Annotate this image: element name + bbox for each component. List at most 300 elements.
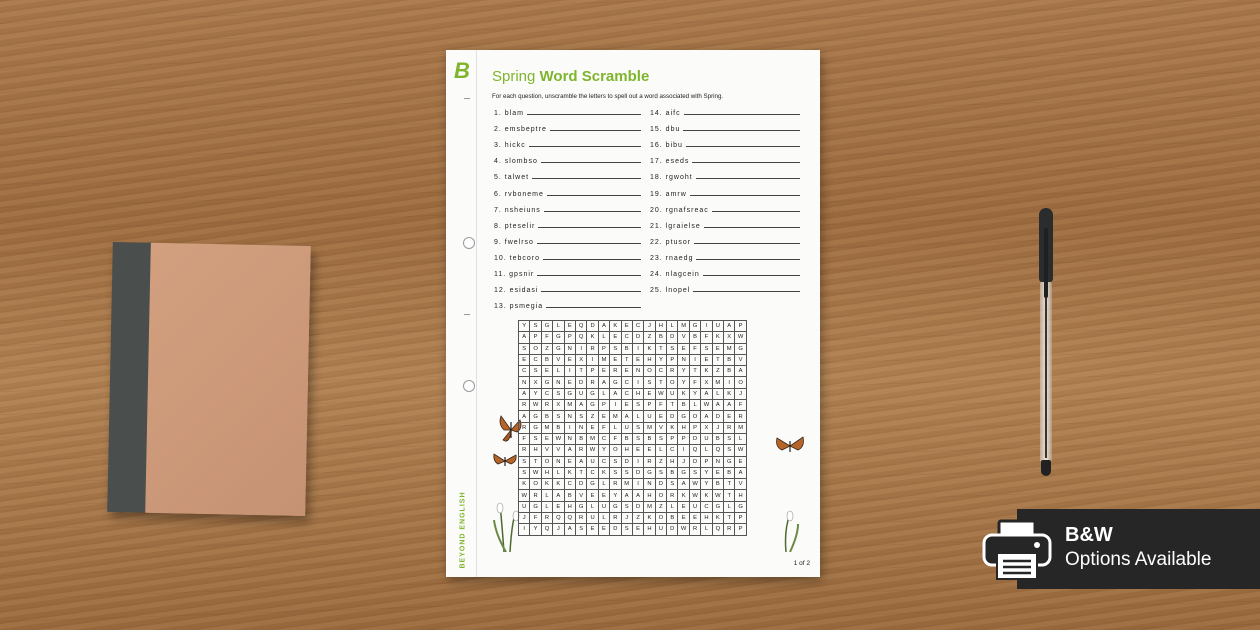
- grid-letter[interactable]: B: [575, 433, 586, 444]
- grid-letter[interactable]: L: [598, 332, 609, 343]
- grid-letter[interactable]: E: [644, 388, 655, 399]
- grid-letter[interactable]: S: [621, 524, 632, 535]
- grid-letter[interactable]: G: [530, 422, 541, 433]
- grid-letter[interactable]: D: [689, 433, 700, 444]
- grid-letter[interactable]: A: [632, 490, 643, 501]
- grid-letter[interactable]: K: [678, 388, 689, 399]
- grid-letter[interactable]: O: [689, 411, 700, 422]
- grid-letter[interactable]: G: [530, 411, 541, 422]
- grid-letter[interactable]: H: [667, 456, 678, 467]
- grid-letter[interactable]: W: [655, 388, 666, 399]
- grid-letter[interactable]: N: [564, 411, 575, 422]
- grid-letter[interactable]: A: [735, 366, 746, 377]
- grid-letter[interactable]: A: [598, 377, 609, 388]
- grid-letter[interactable]: E: [632, 354, 643, 365]
- grid-letter[interactable]: U: [712, 321, 723, 332]
- grid-letter[interactable]: A: [735, 467, 746, 478]
- grid-letter[interactable]: K: [724, 388, 735, 399]
- grid-letter[interactable]: W: [530, 467, 541, 478]
- grid-letter[interactable]: L: [712, 388, 723, 399]
- grid-letter[interactable]: F: [598, 422, 609, 433]
- grid-letter[interactable]: L: [598, 388, 609, 399]
- grid-letter[interactable]: R: [724, 422, 735, 433]
- grid-letter[interactable]: T: [655, 343, 666, 354]
- grid-letter[interactable]: G: [553, 343, 564, 354]
- grid-letter[interactable]: Y: [610, 490, 621, 501]
- grid-letter[interactable]: N: [632, 366, 643, 377]
- grid-letter[interactable]: B: [667, 513, 678, 524]
- grid-letter[interactable]: W: [519, 490, 530, 501]
- grid-letter[interactable]: V: [655, 422, 666, 433]
- grid-letter[interactable]: J: [644, 321, 655, 332]
- grid-letter[interactable]: M: [678, 321, 689, 332]
- grid-letter[interactable]: D: [655, 479, 666, 490]
- grid-letter[interactable]: W: [735, 445, 746, 456]
- grid-letter[interactable]: R: [610, 366, 621, 377]
- grid-letter[interactable]: K: [587, 332, 598, 343]
- grid-letter[interactable]: I: [724, 377, 735, 388]
- grid-letter[interactable]: Y: [701, 479, 712, 490]
- grid-letter[interactable]: T: [724, 513, 735, 524]
- grid-letter[interactable]: Q: [575, 321, 586, 332]
- grid-letter[interactable]: W: [735, 332, 746, 343]
- grid-letter[interactable]: M: [724, 343, 735, 354]
- grid-letter[interactable]: I: [610, 400, 621, 411]
- grid-letter[interactable]: V: [541, 445, 552, 456]
- grid-letter[interactable]: T: [724, 490, 735, 501]
- grid-letter[interactable]: C: [632, 321, 643, 332]
- grid-letter[interactable]: G: [712, 501, 723, 512]
- grid-letter[interactable]: L: [667, 321, 678, 332]
- grid-letter[interactable]: S: [519, 467, 530, 478]
- grid-letter[interactable]: T: [712, 354, 723, 365]
- answer-line[interactable]: [550, 124, 641, 131]
- grid-letter[interactable]: F: [735, 400, 746, 411]
- grid-letter[interactable]: X: [701, 377, 712, 388]
- grid-letter[interactable]: K: [610, 321, 621, 332]
- answer-line[interactable]: [546, 301, 641, 308]
- grid-letter[interactable]: A: [621, 411, 632, 422]
- grid-letter[interactable]: S: [610, 456, 621, 467]
- grid-letter[interactable]: L: [701, 445, 712, 456]
- grid-letter[interactable]: I: [575, 343, 586, 354]
- answer-line[interactable]: [712, 205, 800, 212]
- grid-letter[interactable]: U: [598, 501, 609, 512]
- grid-letter[interactable]: E: [678, 513, 689, 524]
- grid-letter[interactable]: T: [689, 366, 700, 377]
- grid-letter[interactable]: P: [689, 422, 700, 433]
- grid-letter[interactable]: R: [644, 456, 655, 467]
- grid-letter[interactable]: N: [553, 377, 564, 388]
- grid-letter[interactable]: M: [644, 501, 655, 512]
- grid-letter[interactable]: G: [724, 456, 735, 467]
- grid-letter[interactable]: H: [632, 388, 643, 399]
- grid-letter[interactable]: O: [644, 366, 655, 377]
- grid-letter[interactable]: P: [644, 400, 655, 411]
- grid-letter[interactable]: I: [632, 377, 643, 388]
- grid-letter[interactable]: X: [553, 400, 564, 411]
- grid-letter[interactable]: I: [632, 479, 643, 490]
- grid-letter[interactable]: D: [575, 479, 586, 490]
- grid-letter[interactable]: E: [689, 513, 700, 524]
- answer-line[interactable]: [683, 124, 800, 131]
- grid-letter[interactable]: L: [667, 501, 678, 512]
- grid-letter[interactable]: K: [678, 490, 689, 501]
- grid-letter[interactable]: C: [519, 366, 530, 377]
- answer-line[interactable]: [693, 285, 800, 292]
- grid-letter[interactable]: J: [553, 524, 564, 535]
- answer-line[interactable]: [537, 237, 641, 244]
- grid-letter[interactable]: E: [519, 354, 530, 365]
- grid-letter[interactable]: J: [712, 422, 723, 433]
- grid-letter[interactable]: G: [587, 400, 598, 411]
- grid-letter[interactable]: B: [621, 433, 632, 444]
- grid-letter[interactable]: R: [735, 411, 746, 422]
- grid-letter[interactable]: G: [587, 479, 598, 490]
- grid-letter[interactable]: W: [689, 479, 700, 490]
- grid-letter[interactable]: E: [610, 332, 621, 343]
- grid-letter[interactable]: W: [712, 490, 723, 501]
- grid-letter[interactable]: S: [621, 467, 632, 478]
- grid-letter[interactable]: E: [678, 343, 689, 354]
- grid-letter[interactable]: G: [541, 321, 552, 332]
- answer-line[interactable]: [527, 108, 641, 115]
- grid-letter[interactable]: Y: [655, 354, 666, 365]
- grid-letter[interactable]: D: [632, 501, 643, 512]
- grid-letter[interactable]: B: [541, 354, 552, 365]
- grid-letter[interactable]: F: [541, 332, 552, 343]
- answer-line[interactable]: [704, 221, 800, 228]
- grid-letter[interactable]: H: [678, 422, 689, 433]
- grid-letter[interactable]: G: [541, 377, 552, 388]
- grid-letter[interactable]: S: [632, 400, 643, 411]
- grid-letter[interactable]: G: [553, 332, 564, 343]
- grid-letter[interactable]: I: [701, 321, 712, 332]
- grid-letter[interactable]: Y: [701, 467, 712, 478]
- grid-letter[interactable]: X: [575, 354, 586, 365]
- grid-letter[interactable]: D: [632, 332, 643, 343]
- grid-letter[interactable]: W: [530, 400, 541, 411]
- grid-letter[interactable]: Q: [712, 524, 723, 535]
- grid-letter[interactable]: F: [655, 400, 666, 411]
- grid-letter[interactable]: E: [644, 445, 655, 456]
- grid-letter[interactable]: J: [735, 388, 746, 399]
- grid-letter[interactable]: U: [667, 388, 678, 399]
- grid-letter[interactable]: F: [610, 433, 621, 444]
- grid-letter[interactable]: I: [689, 354, 700, 365]
- answer-line[interactable]: [690, 189, 800, 196]
- grid-letter[interactable]: C: [598, 456, 609, 467]
- grid-letter[interactable]: E: [587, 422, 598, 433]
- grid-letter[interactable]: S: [575, 524, 586, 535]
- grid-letter[interactable]: M: [621, 479, 632, 490]
- grid-letter[interactable]: N: [564, 433, 575, 444]
- grid-letter[interactable]: E: [564, 377, 575, 388]
- grid-letter[interactable]: L: [689, 400, 700, 411]
- grid-letter[interactable]: C: [530, 354, 541, 365]
- grid-letter[interactable]: E: [564, 456, 575, 467]
- grid-letter[interactable]: R: [724, 524, 735, 535]
- grid-letter[interactable]: B: [689, 332, 700, 343]
- grid-letter[interactable]: K: [564, 467, 575, 478]
- grid-letter[interactable]: E: [712, 343, 723, 354]
- grid-letter[interactable]: L: [541, 501, 552, 512]
- grid-letter[interactable]: S: [644, 377, 655, 388]
- grid-letter[interactable]: B: [667, 467, 678, 478]
- grid-letter[interactable]: Z: [712, 366, 723, 377]
- grid-letter[interactable]: E: [564, 321, 575, 332]
- grid-letter[interactable]: S: [724, 445, 735, 456]
- grid-letter[interactable]: C: [655, 366, 666, 377]
- grid-letter[interactable]: B: [655, 332, 666, 343]
- grid-letter[interactable]: S: [553, 411, 564, 422]
- grid-letter[interactable]: N: [644, 479, 655, 490]
- answer-line[interactable]: [543, 253, 641, 260]
- grid-letter[interactable]: E: [553, 501, 564, 512]
- grid-letter[interactable]: U: [587, 513, 598, 524]
- grid-letter[interactable]: E: [610, 354, 621, 365]
- grid-letter[interactable]: L: [587, 501, 598, 512]
- grid-letter[interactable]: Z: [655, 456, 666, 467]
- grid-letter[interactable]: A: [701, 388, 712, 399]
- grid-letter[interactable]: V: [678, 332, 689, 343]
- grid-letter[interactable]: C: [667, 445, 678, 456]
- grid-letter[interactable]: A: [598, 321, 609, 332]
- grid-letter[interactable]: R: [519, 445, 530, 456]
- grid-letter[interactable]: A: [519, 332, 530, 343]
- grid-letter[interactable]: S: [519, 456, 530, 467]
- grid-letter[interactable]: P: [735, 513, 746, 524]
- grid-letter[interactable]: O: [655, 490, 666, 501]
- grid-letter[interactable]: W: [587, 445, 598, 456]
- grid-letter[interactable]: M: [610, 411, 621, 422]
- grid-letter[interactable]: C: [701, 501, 712, 512]
- grid-letter[interactable]: G: [530, 501, 541, 512]
- grid-letter[interactable]: U: [644, 411, 655, 422]
- grid-letter[interactable]: L: [724, 501, 735, 512]
- grid-letter[interactable]: L: [598, 513, 609, 524]
- grid-letter[interactable]: M: [598, 354, 609, 365]
- grid-letter[interactable]: D: [621, 456, 632, 467]
- grid-letter[interactable]: M: [644, 422, 655, 433]
- grid-letter[interactable]: H: [644, 524, 655, 535]
- grid-letter[interactable]: K: [712, 332, 723, 343]
- grid-letter[interactable]: Q: [541, 524, 552, 535]
- grid-letter[interactable]: P: [701, 456, 712, 467]
- grid-letter[interactable]: V: [735, 354, 746, 365]
- grid-letter[interactable]: F: [689, 343, 700, 354]
- grid-letter[interactable]: F: [701, 332, 712, 343]
- grid-letter[interactable]: L: [610, 422, 621, 433]
- grid-letter[interactable]: G: [587, 388, 598, 399]
- grid-letter[interactable]: O: [530, 343, 541, 354]
- grid-letter[interactable]: F: [519, 433, 530, 444]
- grid-letter[interactable]: F: [689, 377, 700, 388]
- grid-letter[interactable]: G: [610, 377, 621, 388]
- grid-letter[interactable]: K: [598, 467, 609, 478]
- grid-letter[interactable]: N: [712, 456, 723, 467]
- grid-letter[interactable]: L: [553, 467, 564, 478]
- grid-letter[interactable]: Z: [541, 343, 552, 354]
- grid-letter[interactable]: X: [530, 377, 541, 388]
- grid-letter[interactable]: B: [712, 433, 723, 444]
- grid-letter[interactable]: E: [621, 366, 632, 377]
- grid-letter[interactable]: P: [587, 366, 598, 377]
- grid-letter[interactable]: H: [530, 445, 541, 456]
- grid-letter[interactable]: G: [564, 388, 575, 399]
- grid-letter[interactable]: M: [541, 422, 552, 433]
- grid-letter[interactable]: E: [735, 456, 746, 467]
- grid-letter[interactable]: E: [655, 411, 666, 422]
- answer-line[interactable]: [696, 172, 800, 179]
- grid-letter[interactable]: B: [644, 433, 655, 444]
- grid-letter[interactable]: C: [564, 479, 575, 490]
- grid-letter[interactable]: L: [632, 411, 643, 422]
- grid-letter[interactable]: D: [632, 467, 643, 478]
- grid-letter[interactable]: M: [587, 433, 598, 444]
- grid-letter[interactable]: K: [553, 479, 564, 490]
- grid-letter[interactable]: E: [712, 467, 723, 478]
- grid-letter[interactable]: U: [655, 524, 666, 535]
- grid-letter[interactable]: H: [621, 445, 632, 456]
- grid-letter[interactable]: R: [689, 524, 700, 535]
- grid-letter[interactable]: S: [667, 479, 678, 490]
- grid-letter[interactable]: E: [598, 411, 609, 422]
- grid-letter[interactable]: R: [587, 377, 598, 388]
- grid-letter[interactable]: Y: [530, 524, 541, 535]
- grid-letter[interactable]: E: [701, 354, 712, 365]
- answer-line[interactable]: [694, 237, 800, 244]
- grid-letter[interactable]: Y: [530, 388, 541, 399]
- grid-letter[interactable]: R: [519, 400, 530, 411]
- grid-letter[interactable]: O: [667, 377, 678, 388]
- grid-letter[interactable]: U: [621, 422, 632, 433]
- grid-letter[interactable]: V: [553, 445, 564, 456]
- grid-letter[interactable]: N: [678, 354, 689, 365]
- grid-letter[interactable]: E: [632, 524, 643, 535]
- grid-letter[interactable]: T: [530, 456, 541, 467]
- grid-letter[interactable]: I: [678, 445, 689, 456]
- grid-letter[interactable]: E: [564, 354, 575, 365]
- grid-letter[interactable]: M: [735, 422, 746, 433]
- grid-letter[interactable]: F: [530, 513, 541, 524]
- grid-letter[interactable]: P: [735, 524, 746, 535]
- grid-letter[interactable]: E: [587, 524, 598, 535]
- answer-line[interactable]: [696, 253, 800, 260]
- grid-letter[interactable]: D: [667, 411, 678, 422]
- grid-letter[interactable]: A: [564, 445, 575, 456]
- grid-letter[interactable]: U: [575, 388, 586, 399]
- grid-letter[interactable]: L: [553, 321, 564, 332]
- grid-letter[interactable]: E: [598, 366, 609, 377]
- grid-letter[interactable]: Z: [655, 501, 666, 512]
- grid-letter[interactable]: J: [621, 513, 632, 524]
- grid-letter[interactable]: P: [598, 400, 609, 411]
- grid-letter[interactable]: P: [598, 343, 609, 354]
- grid-letter[interactable]: C: [598, 433, 609, 444]
- grid-letter[interactable]: I: [632, 343, 643, 354]
- grid-letter[interactable]: A: [621, 490, 632, 501]
- grid-letter[interactable]: S: [667, 343, 678, 354]
- grid-letter[interactable]: R: [519, 422, 530, 433]
- grid-letter[interactable]: S: [610, 467, 621, 478]
- grid-letter[interactable]: Z: [632, 513, 643, 524]
- grid-letter[interactable]: D: [610, 524, 621, 535]
- grid-letter[interactable]: T: [575, 366, 586, 377]
- grid-letter[interactable]: H: [541, 467, 552, 478]
- answer-line[interactable]: [686, 140, 800, 147]
- grid-letter[interactable]: R: [541, 400, 552, 411]
- grid-letter[interactable]: G: [735, 501, 746, 512]
- grid-letter[interactable]: Q: [689, 445, 700, 456]
- grid-letter[interactable]: X: [724, 332, 735, 343]
- answer-line[interactable]: [541, 156, 641, 163]
- grid-letter[interactable]: J: [678, 456, 689, 467]
- grid-letter[interactable]: K: [644, 343, 655, 354]
- grid-letter[interactable]: B: [621, 343, 632, 354]
- grid-letter[interactable]: G: [735, 343, 746, 354]
- grid-letter[interactable]: K: [541, 479, 552, 490]
- grid-letter[interactable]: R: [610, 479, 621, 490]
- grid-letter[interactable]: D: [667, 524, 678, 535]
- grid-letter[interactable]: G: [575, 501, 586, 512]
- grid-letter[interactable]: I: [632, 456, 643, 467]
- grid-letter[interactable]: C: [621, 332, 632, 343]
- grid-letter[interactable]: A: [575, 400, 586, 411]
- grid-letter[interactable]: P: [667, 433, 678, 444]
- grid-letter[interactable]: H: [735, 490, 746, 501]
- grid-letter[interactable]: S: [519, 343, 530, 354]
- answer-line[interactable]: [529, 140, 641, 147]
- grid-letter[interactable]: O: [610, 445, 621, 456]
- answer-line[interactable]: [538, 221, 641, 228]
- grid-letter[interactable]: S: [530, 433, 541, 444]
- grid-letter[interactable]: O: [541, 456, 552, 467]
- grid-letter[interactable]: S: [621, 501, 632, 512]
- grid-letter[interactable]: E: [621, 321, 632, 332]
- grid-letter[interactable]: Q: [564, 513, 575, 524]
- grid-letter[interactable]: P: [530, 332, 541, 343]
- grid-letter[interactable]: U: [689, 501, 700, 512]
- grid-letter[interactable]: E: [587, 490, 598, 501]
- grid-letter[interactable]: A: [678, 479, 689, 490]
- grid-letter[interactable]: R: [575, 445, 586, 456]
- answer-line[interactable]: [541, 285, 641, 292]
- grid-letter[interactable]: I: [587, 354, 598, 365]
- grid-letter[interactable]: E: [724, 411, 735, 422]
- grid-letter[interactable]: D: [712, 411, 723, 422]
- grid-letter[interactable]: N: [575, 422, 586, 433]
- grid-letter[interactable]: S: [632, 422, 643, 433]
- grid-letter[interactable]: S: [724, 433, 735, 444]
- grid-letter[interactable]: E: [598, 490, 609, 501]
- grid-letter[interactable]: U: [519, 501, 530, 512]
- grid-letter[interactable]: Y: [598, 445, 609, 456]
- grid-letter[interactable]: D: [587, 321, 598, 332]
- grid-letter[interactable]: Q: [575, 332, 586, 343]
- grid-letter[interactable]: I: [564, 422, 575, 433]
- grid-letter[interactable]: J: [519, 513, 530, 524]
- grid-letter[interactable]: V: [553, 354, 564, 365]
- grid-letter[interactable]: B: [724, 467, 735, 478]
- grid-letter[interactable]: N: [564, 343, 575, 354]
- grid-letter[interactable]: H: [564, 501, 575, 512]
- grid-letter[interactable]: K: [712, 513, 723, 524]
- grid-letter[interactable]: S: [655, 467, 666, 478]
- grid-letter[interactable]: W: [689, 490, 700, 501]
- grid-letter[interactable]: Y: [678, 366, 689, 377]
- answer-line[interactable]: [703, 269, 800, 276]
